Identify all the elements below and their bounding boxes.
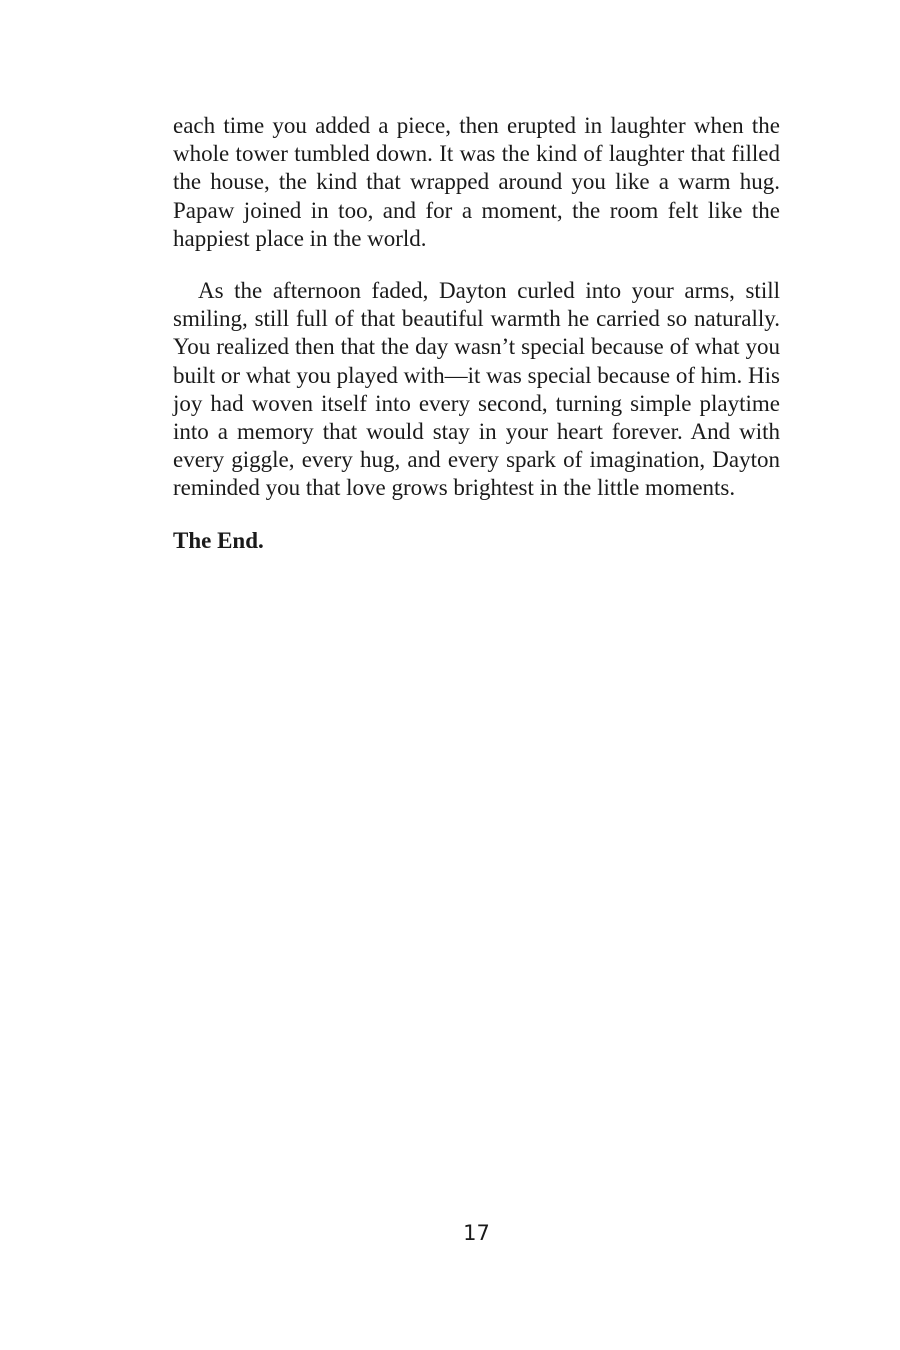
paragraph-continued: each time you added a piece, then erupted in laughter when the whole tower tumbled down. It was the kind of laughter that filled the house, the kind that wrapped around you like a warm hug. Papaw joined in too, and for a moment, the room felt like the happiest place in the world. (173, 113, 780, 251)
paragraph: As the afternoon faded, Dayton curled into your arms, still smiling, still full of that beautiful warmth he carried so naturally. You realized then that the day wasn’t special because of what you built or what you played with—it was special because of him. His joy had woven itself into every second, turning simple playtime into a memory that would stay in your heart forever. And with every giggle, every hug, and every spark of imagination, Dayton reminded you that love grows brightest in the little moments. (173, 278, 780, 501)
page-number: 17 (463, 1221, 490, 1245)
the-end-heading: The End. (173, 527, 264, 553)
body-text (173, 112, 780, 555)
